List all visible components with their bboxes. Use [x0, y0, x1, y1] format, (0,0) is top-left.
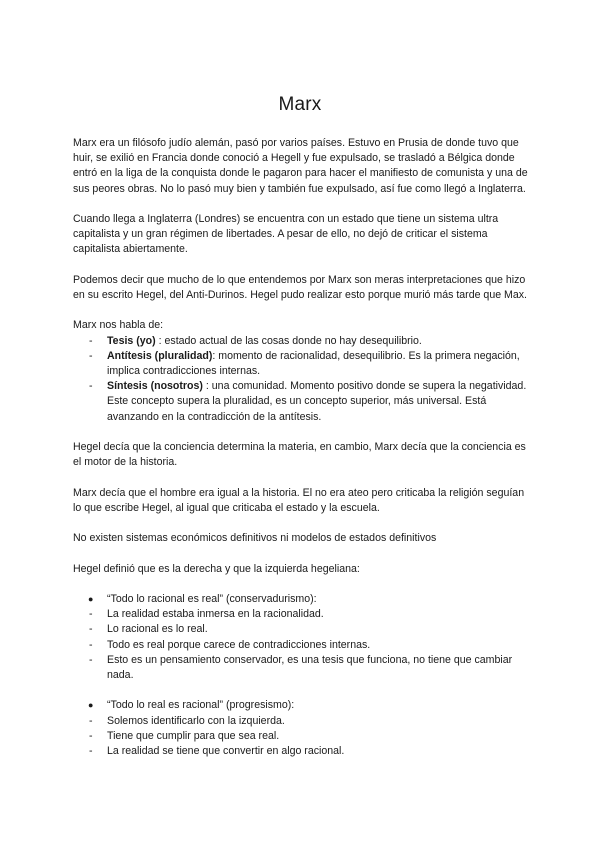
list-item: - Tiene que cumplir para que sea real. [73, 729, 533, 744]
term-tesis: Tesis (yo) [107, 334, 156, 347]
paragraph-hegeliana: Hegel definió que es la derecha y que la izquierda hegeliana: [73, 562, 360, 575]
dash-marker: - [89, 380, 93, 393]
dash-marker: - [89, 349, 93, 362]
progressive-list [73, 698, 533, 759]
bullet-icon: ● [88, 700, 94, 711]
dash-marker: - [89, 653, 93, 666]
list-item: - Todo es real porque carece de contradicciones internas. [73, 638, 533, 653]
dialectic-list [73, 334, 533, 425]
definition-antitesis: : momento de racionalidad, desequilibrio. Es la primera negación, implica contradicciones internas. [107, 349, 520, 377]
list-item: - La realidad se tiene que convertir en algo racional. [73, 744, 533, 759]
dash-marker: - [89, 623, 93, 636]
dash-marker: - [89, 744, 93, 757]
paragraph-biography: Marx era un filósofo judío alemán, pasó por varios países. Estuvo en Prusia de donde tuvo que huir, se exilió en Francia donde conoció a Hegell y fue expulsado, se trasladó a Bélgica donde entró en la liga de la conquista donde le pagaron para hacer el manifiesto de comunista y una de sus peores obras. No lo pasó muy bien y también fue expulsado, así fue como llegó a Inglaterra. [73, 137, 528, 195]
paragraph-england: Cuando llega a Inglaterra (Londres) se encuentra con un estado que tiene un sistema ultra capitalista y un gran régimen de libertades. A pesar de ello, no dejó de criticar el sistema capitalista abiertamente. [73, 213, 499, 256]
bullet-icon: ● [88, 593, 94, 604]
dash-marker: - [89, 714, 93, 727]
dash-marker: - [89, 729, 93, 742]
term-sintesis: Síntesis (nosotros) [107, 380, 203, 393]
dash-marker: - [89, 638, 93, 651]
list-item: - Esto es un pensamiento conservador, es una tesis que funciona, no tiene que cambiar nada. [89, 653, 513, 681]
conservative-list [73, 592, 533, 683]
paragraph-interpretations: Podemos decir que mucho de lo que entendemos por Marx son meras interpretaciones que hizo en su escrito Hegel, del Anti-Durinos. Hegel pudo realizar esto porque murió más tarde que Max. [73, 273, 527, 301]
list-item: - La realidad estaba inmersa en la racionalidad. [73, 607, 533, 622]
dash-marker: - [89, 334, 93, 347]
list-item [73, 334, 533, 349]
paragraph-historia: Marx decía que el hombre era igual a la historia. El no era ateo pero criticaba la religión seguían lo que escribe Hegel, al igual que criticaba el estado y la escuela. [73, 486, 525, 514]
dash-marker: - [89, 608, 93, 621]
page-title: Marx [278, 94, 322, 115]
document-body [73, 136, 533, 759]
definition-sintesis: : una comunidad. Momento positivo donde se supera la negatividad. Este concepto supera la pluralidad, es un concepto superior, más universal. Está avanzando en la contradicción de la antítesis. [107, 380, 527, 423]
term-antitesis: Antítesis (pluralidad) [107, 349, 213, 362]
list-item: ● “Todo lo racional es real” (conservadurismo): [73, 592, 533, 607]
list-item: ● “Todo lo real es racional” (progresismo): [73, 698, 533, 713]
list-item [73, 379, 533, 425]
paragraph-sistemas: No existen sistemas económicos definitivos ni modelos de estados definitivos [73, 532, 437, 545]
list-item: - Solemos identificarlo con la izquierda. [73, 714, 533, 729]
definition-tesis: : estado actual de las cosas donde no hay desequilibrio. [155, 334, 422, 347]
paragraph-conciencia: Hegel decía que la conciencia determina la materia, en cambio, Marx decía que la conciencia es el motor de la historia. [73, 441, 526, 469]
list-item: - Lo racional es lo real. [73, 622, 533, 637]
list-item [73, 349, 533, 379]
paragraph-marx-speaks: Marx nos habla de: [73, 319, 164, 332]
